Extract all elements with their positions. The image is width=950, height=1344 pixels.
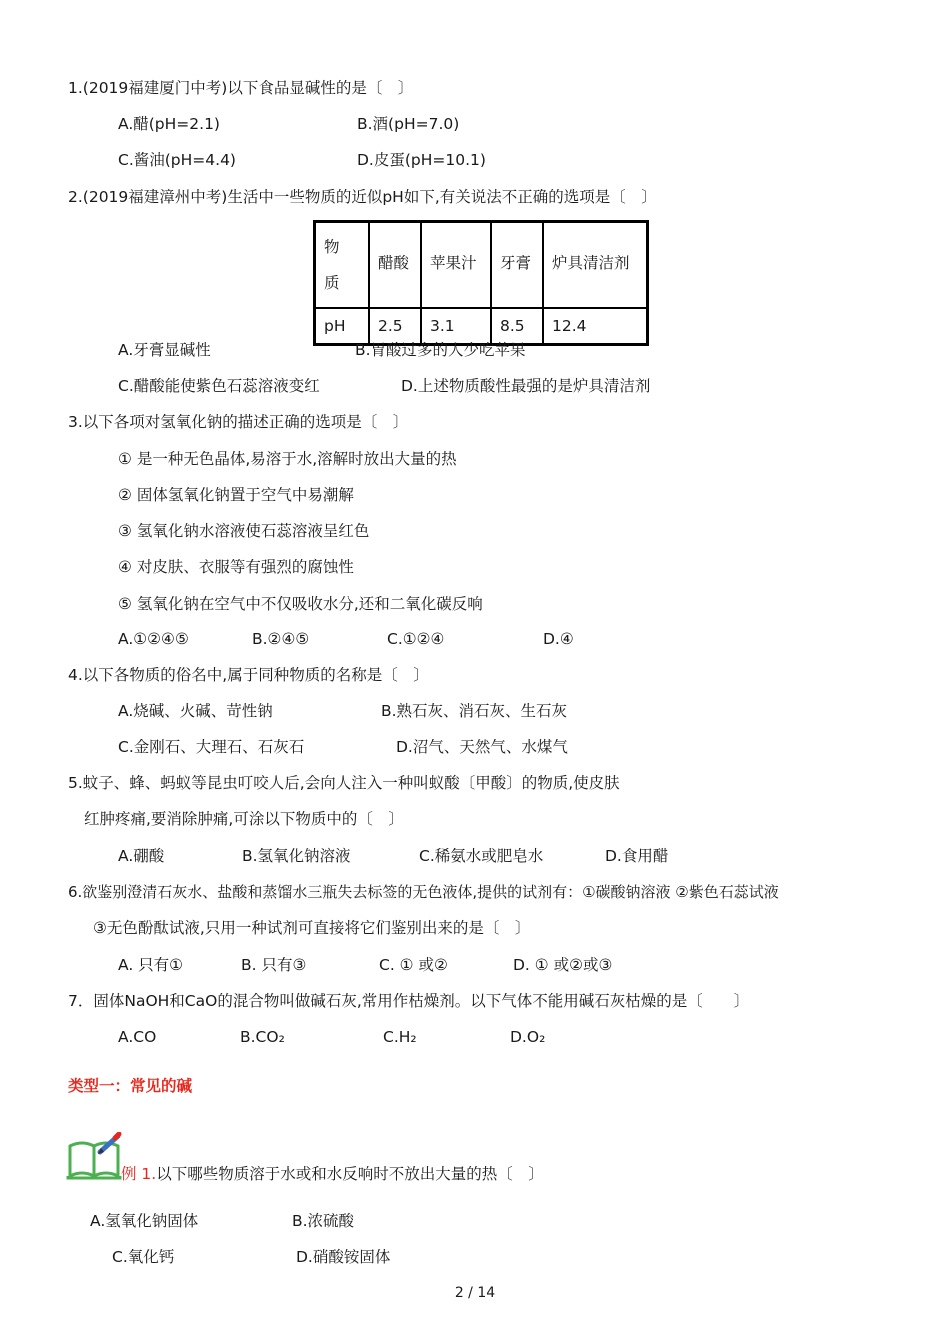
q3-option-d: D.④ — [543, 630, 574, 648]
q3-item: ① 是一种无色晶体,易溶于水,溶解时放出大量的热 — [118, 450, 457, 468]
q3-item: ③ 氢氧化钠水溶液使石蕊溶液呈红色 — [118, 522, 370, 540]
q2-option-a: A.牙膏显碱性 — [118, 341, 211, 359]
q1-option-d: D.皮蛋(pH=10.1) — [357, 151, 486, 169]
example1-line — [121, 1164, 544, 1184]
table-cell: 12.4 — [543, 308, 648, 345]
example1-stem: 以下哪些物质溶于水或和水反响时不放出大量的热〔 〕 — [156, 1165, 544, 1183]
q1-option-b: B.酒(pH=7.0) — [357, 115, 460, 133]
q6-option-d: D. ① 或②或③ — [513, 956, 613, 974]
table-row — [315, 222, 648, 309]
q5-stem-line1: 5.蚊子、蜂、蚂蚁等昆虫叮咬人后,会向人注入一种叫蚁酸〔甲酸〕的物质,使皮肤 — [68, 774, 620, 792]
ph-table — [313, 220, 649, 346]
q3-item: ⑤ 氢氧化钠在空气中不仅吸收水分,还和二氧化碳反响 — [118, 595, 483, 613]
table-header-cell: 苹果汁 — [421, 222, 491, 309]
q1-stem: 1.(2019福建厦门中考)以下食品显碱性的是〔 〕 — [68, 79, 414, 97]
q3-option-b: B.②④⑤ — [252, 630, 310, 648]
book-pencil-icon — [66, 1132, 124, 1180]
q5-option-a: A.硼酸 — [118, 847, 165, 865]
q6-stem-line1: 6.欲鉴别澄清石灰水、盐酸和蒸馏水三瓶失去标签的无色液体,提供的试剂有：①碳酸钠溶液 ②紫色石蕊试液 — [68, 883, 779, 901]
page-number: 2 / 14 — [454, 1285, 496, 1301]
example1-option-d: D.硝酸铵固体 — [296, 1248, 391, 1266]
q7-stem: 7．固体NaOH和CaO的混合物叫做碱石灰,常用作枯燥剂。以下气体不能用碱石灰枯燥的是〔 〕 — [68, 992, 750, 1010]
q2-option-d: D.上述物质酸性最强的是炉具清洁剂 — [401, 377, 651, 395]
q7-option-b: B.CO₂ — [240, 1028, 285, 1046]
table-header-cell: 炉具清洁剂 — [543, 222, 648, 309]
table-header-cell: 牙膏 — [491, 222, 543, 309]
q4-stem: 4.以下各物质的俗名中,属于同种物质的名称是〔 〕 — [68, 666, 429, 684]
q7-option-c: C.H₂ — [383, 1028, 417, 1046]
q4-option-d: D.沼气、天然气、水煤气 — [396, 738, 568, 756]
table-cell: 2.5 — [369, 308, 421, 345]
table-header-cell: 醋酸 — [369, 222, 421, 309]
q3-option-a: A.①②④⑤ — [118, 630, 189, 648]
q3-item: ② 固体氢氧化钠置于空气中易潮解 — [118, 486, 354, 504]
q4-option-c: C.金刚石、大理石、石灰石 — [118, 738, 305, 756]
q4-option-a: A.烧碱、火碱、苛性钠 — [118, 702, 273, 720]
q5-option-c: C.稀氨水或肥皂水 — [419, 847, 544, 865]
q5-option-b: B.氢氧化钠溶液 — [242, 847, 351, 865]
table-header-cell: 物 质 — [315, 222, 370, 309]
q2-option-b: B.胃酸过多的人少吃苹果 — [355, 341, 526, 359]
q1-option-c: C.酱油(pH=4.4) — [118, 151, 236, 169]
q4-option-b: B.熟石灰、消石灰、生石灰 — [381, 702, 568, 720]
q7-option-a: A.CO — [118, 1028, 157, 1046]
q2-option-c: C.醋酸能使紫色石蕊溶液变红 — [118, 377, 320, 395]
q7-option-d: D.O₂ — [510, 1028, 546, 1046]
example1-label: 例 1. — [121, 1165, 157, 1183]
section-heading: 类型一：常见的碱 — [68, 1077, 193, 1095]
q1-option-a: A.醋(pH=2.1) — [118, 115, 220, 133]
q3-stem: 3.以下各项对氢氧化钠的描述正确的选项是〔 〕 — [68, 413, 409, 431]
example1-option-b: B.浓硫酸 — [292, 1212, 355, 1230]
q3-item: ④ 对皮肤、衣服等有强烈的腐蚀性 — [118, 558, 354, 576]
table-cell: 3.1 — [421, 308, 491, 345]
table-cell: pH — [315, 308, 370, 345]
q5-option-d: D.食用醋 — [605, 847, 669, 865]
table-cell: 8.5 — [491, 308, 543, 345]
example1-option-a: A.氢氧化钠固体 — [90, 1212, 199, 1230]
q6-option-c: C. ① 或② — [379, 956, 448, 974]
q5-stem-line2: 红肿疼痛,要消除肿痛,可涂以下物质中的〔 〕 — [84, 810, 404, 828]
q2-stem: 2.(2019福建漳州中考)生活中一些物质的近似pH如下,有关说法不正确的选项是〔 〕 — [68, 188, 657, 206]
q3-option-c: C.①②④ — [387, 630, 445, 648]
example1-option-c: C.氧化钙 — [112, 1248, 175, 1266]
q6-option-a: A. 只有① — [118, 956, 184, 974]
q6-stem-line2: ③无色酚酞试液,只用一种试剂可直接将它们鉴别出来的是〔 〕 — [93, 919, 531, 937]
q6-option-b: B. 只有③ — [241, 956, 307, 974]
